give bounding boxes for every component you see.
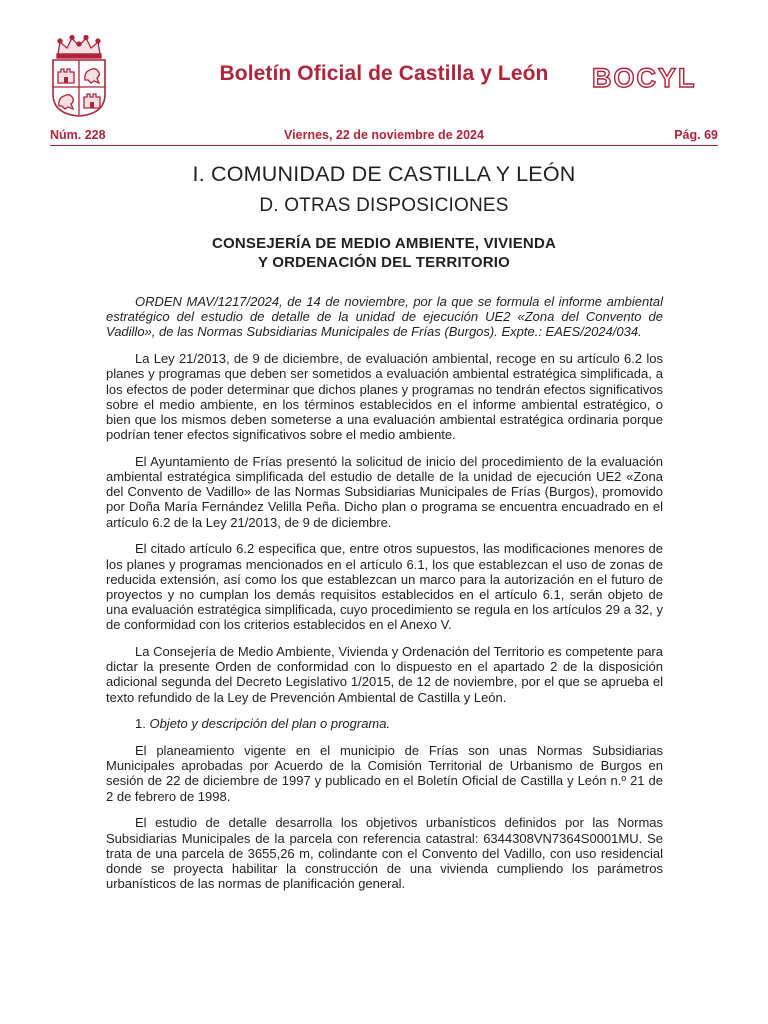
paragraph-6: El estudio de detalle desarrolla los objetivos urbanísticos definidos por las Normas Subsidiarias Municipales de la parcela con referencia catastral: 6344308VN7364S0001MU. Se trata de una parcela de 3655,26 m, colindante con el Convento del Vadillo, con uso residencial donde se proyecta habilitar la construcción de una vivienda cumpliendo los parámetros urbanísticos de las normas de planificación general. (106, 815, 663, 892)
paragraph-5: El planeamiento vigente en el municipio de Frías son unas Normas Subsidiarias Municipales aprobadas por Acuerdo de la Comisión Territorial de Urbanismo de Burgos en sesión de 22 de diciembre de 1997 y publicado en el Boletín Oficial de Castilla y León n.º 21 de 2 de febrero de 1998. (106, 743, 663, 804)
paragraph-1: La Ley 21/2013, de 9 de diciembre, de evaluación ambiental, recoge en su artículo 6.2 los planes y programas que deben ser sometidos a evaluación ambiental estratégica simplificada, a los efectos de poder determinar que dichos planes y programas no tendrán efectos significativos sobre el medio ambiente, en los términos establecidos en el informe ambiental estratégico, o bien que los mismos deben someterse a una evaluación ambiental estratégica ordinaria porque podrían tener efectos significativos sobre el medio ambiente. (106, 351, 663, 443)
section-heading-1-number: 1. (135, 716, 146, 732)
order-title: ORDEN MAV/1217/2024, de 14 de noviembre, por la que se formula el informe ambiental estratégico del estudio de detalle de la unidad de ejecución UE2 «Zona del Convento de Vadillo», de las Normas Subsidiarias Municipales de Frías (Burgos). Expte.: EAES/2024/034. (106, 294, 663, 340)
paragraph-4: La Consejería de Medio Ambiente, Vivienda y Ordenación del Territorio es competente para dictar la presente Orden de conformidad con lo dispuesto en el apartado 2 de la disposición adicional segunda del Decreto Legislativo 1/2015, de 12 de noviembre, por el que se aprueba el texto refundido de la Ley de Prevención Ambiental de Castilla y León. (106, 644, 663, 705)
document-body (106, 294, 663, 903)
journal-title: Boletín Oficial de Castilla y León (219, 62, 549, 85)
section-heading-1-text: Objeto y descripción del plan o programa. (149, 716, 391, 732)
issue-date: Viernes, 22 de noviembre de 2024 (284, 128, 484, 142)
department-title (0, 234, 768, 272)
subsection-title: D. OTRAS DISPOSICIONES (259, 195, 509, 216)
department-line-1: CONSEJERÍA DE MEDIO AMBIENTE, VIVIENDA (211, 235, 557, 252)
section-title: I. COMUNIDAD DE CASTILLA Y LEÓN (192, 162, 576, 186)
paragraph-3: El citado artículo 6.2 especifica que, entre otros supuestos, las modificaciones menores de los planes y programas mencionados en el artículo 6.1, los que establezcan el uso de zonas de reducida extensión, así como los que establezcan un marco para la autorización en el futuro de proyectos y no cumplan los demás requisitos establecidos en el artículo 6.1, serán objeto de una evaluación estratégica simplificada, cuyo procedimiento se regula en los artículos 29 a 32, y de conformidad con los criterios establecidos en el Anexo V. (106, 541, 663, 633)
section-heading-1 (106, 716, 663, 731)
page-number: Pág. 69 (674, 128, 718, 142)
issue-meta-bar (50, 128, 718, 146)
department-line-2: Y ORDENACIÓN DEL TERRITORIO (257, 254, 511, 271)
issue-number: Núm. 228 (50, 128, 106, 142)
paragraph-2: El Ayuntamiento de Frías presentó la solicitud de inicio del procedimiento de la evaluación ambiental estratégica simplificada del estudio de detalle de la unidad de ejecución UE2 «Zona del Convento de Vadillo» de las Normas Subsidiarias Municipales de Frías (Burgos), promovido por Doña María Fernández Velilla Peña. Dicho plan o programa se encuentra encuadrado en el artículo 6.2 de la Ley 21/2013, de 9 de diciembre. (106, 453, 663, 530)
bocyl-logo-text: BOCYL (592, 63, 697, 92)
bocyl-logo (590, 62, 720, 92)
